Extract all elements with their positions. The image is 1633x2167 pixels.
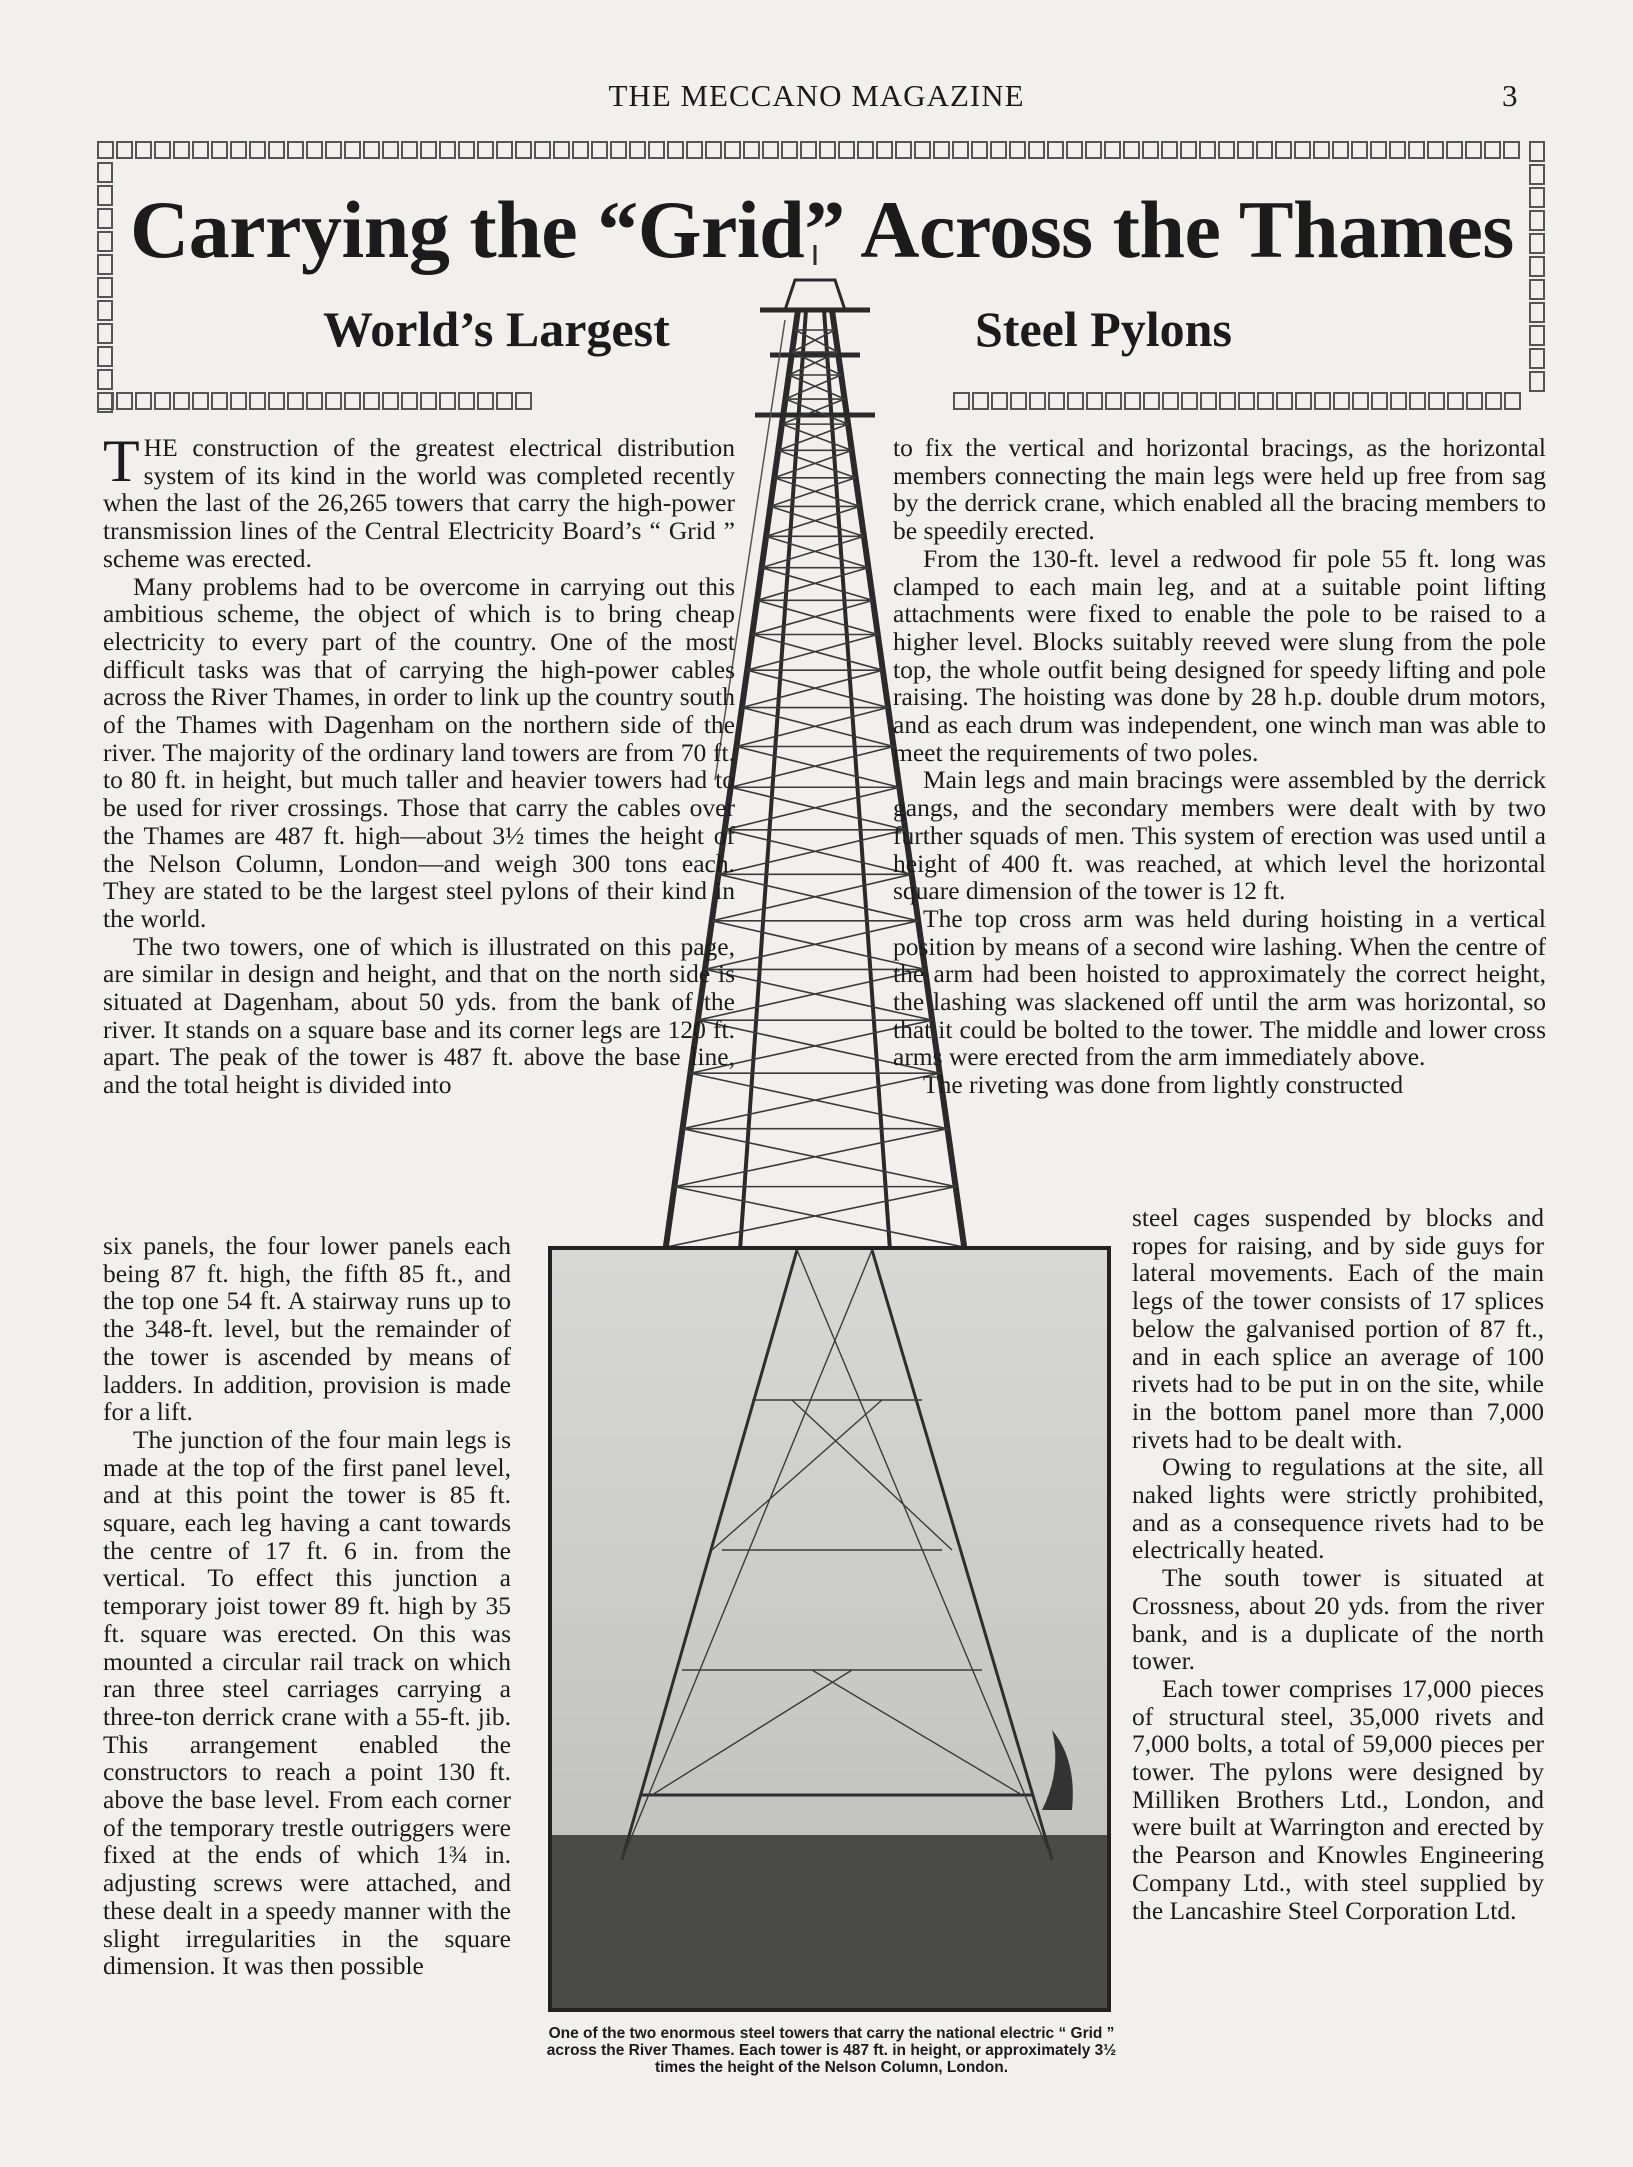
border-square	[724, 141, 741, 159]
border-square	[116, 392, 133, 410]
article-subtitle-right: Steel Pylons	[975, 301, 1232, 357]
page-number: 3	[1502, 78, 1518, 113]
border-square	[1162, 392, 1179, 410]
lattice-member	[725, 787, 900, 830]
border-square	[1484, 141, 1501, 159]
border-square	[1123, 141, 1140, 159]
paragraph: From the 130-ft. level a redwood fir pole 55 ft. long was clamped to each main leg, and at a suitable point lifting attachments were fixed to enable the pole to be raised to a higher level. Blocks suitably reeved were slung from the pole top, the whole outfit being designed for speedy lifting and pole raising. The hoisting was done by 28 h.p. double drum motors, and as each drum was independent, one winch man was able to meet the requirements of two poles.	[893, 543, 1546, 767]
border-square	[192, 141, 209, 159]
border-square	[1529, 233, 1545, 254]
border-square	[1529, 210, 1545, 231]
article-subtitle-left: World’s Largest	[323, 301, 670, 357]
border-square	[211, 392, 228, 410]
lattice-member	[666, 1187, 956, 1248]
border-square	[610, 141, 627, 159]
lattice-member	[762, 536, 864, 567]
lattice-member	[705, 921, 918, 970]
border-square	[1314, 392, 1331, 410]
border-square	[1275, 141, 1292, 159]
border-square	[1427, 141, 1444, 159]
border-square	[268, 392, 285, 410]
border-square	[97, 185, 113, 206]
border-square	[876, 141, 893, 159]
border-square	[1529, 141, 1545, 162]
lattice-member	[762, 568, 873, 601]
lattice-member	[770, 506, 864, 536]
border-square	[1370, 141, 1387, 159]
border-square	[154, 392, 171, 410]
border-square	[135, 141, 152, 159]
decorative-border-right	[1529, 141, 1545, 394]
border-square	[1333, 392, 1350, 410]
border-square	[1294, 141, 1311, 159]
border-square	[401, 141, 418, 159]
border-square	[1529, 348, 1545, 369]
paragraph: The top cross arm was held during hoisting in a vertical position by means of a second wire lashing. When the centre of the arm had been hoisted to approximately the correct height, the lashing was slackened off until the arm was horizontal, so that it could be bolted to the tower. The middle and lower cross arms were erected from the arm immediately above.	[893, 903, 1546, 1072]
border-square	[192, 392, 209, 410]
border-square	[1529, 325, 1545, 346]
border-square	[1447, 392, 1464, 410]
lattice-member	[731, 747, 894, 788]
border-square	[1465, 141, 1482, 159]
border-square	[439, 392, 456, 410]
lattice-member	[778, 450, 855, 477]
decorative-border-left	[97, 162, 113, 415]
lattice-member	[718, 874, 918, 920]
border-square	[1529, 187, 1545, 208]
border-square	[458, 141, 475, 159]
border-square	[97, 162, 113, 183]
lattice-member	[785, 375, 841, 399]
running-head: THE MECCANO MAGAZINE	[608, 78, 1025, 113]
lattice-member	[674, 1129, 947, 1187]
border-square	[1529, 164, 1545, 185]
lattice-member	[731, 787, 906, 830]
border-square	[1408, 141, 1425, 159]
border-square	[534, 141, 551, 159]
border-square	[705, 141, 722, 159]
paragraph: Owing to regulations at the site, all naked lights were strictly prohibited, and as a consequence rivets had to be electrically heated.	[1132, 1452, 1544, 1565]
lattice-member	[742, 670, 883, 707]
lattice-member	[747, 635, 878, 671]
border-square	[515, 141, 532, 159]
lattice-member	[674, 1187, 964, 1248]
border-square	[97, 300, 113, 321]
border-square	[401, 392, 418, 410]
lattice-member	[725, 830, 912, 874]
border-square	[249, 141, 266, 159]
border-square	[1104, 141, 1121, 159]
border-square	[591, 141, 608, 159]
body-column-right-top	[893, 434, 1546, 1099]
decorative-border-top	[97, 141, 1522, 159]
border-square	[97, 254, 113, 275]
lattice-member	[789, 375, 845, 399]
border-square	[1009, 141, 1026, 159]
border-square	[1276, 392, 1293, 410]
paragraph: to fix the vertical and horizontal bracings, as the horizontal members connecting the main legs were held up free from sag by the derrick crane, which enabled all the bracing members to be speedily erected.	[893, 433, 1546, 546]
paragraph: Main legs and main bracings were assembled by the derrick gangs, and the secondary members were dealt with by two further squads of men. This system of erection was used until a height of 400 ft. was reached, at which level the horizontal square dimension of the tower is 12 ft.	[893, 765, 1546, 906]
border-square	[1161, 141, 1178, 159]
border-square	[553, 141, 570, 159]
tower-photograph	[548, 1246, 1111, 2012]
border-square	[895, 141, 912, 159]
border-square	[1180, 141, 1197, 159]
lattice-member	[774, 478, 859, 507]
paragraph: Each tower comprises 17,000 pieces of structural steel, 35,000 rivets and 7,000 bolts, a total of 59,000 pieces per tower. The pylons were designed by Milliken Brothers Ltd., London, and were built at Warrington and erected by the Pearson and Knowles Engineering Company Ltd., with steel supplied by the Lancashire Steel Corporation Ltd.	[1132, 1673, 1544, 1925]
paragraph: The two towers, one of which is illustrated on this page, are similar in design and height, and that on the north side is situated at Dagenham, about 50 yds. from the bank of the river. It stands on a square base and its corner legs are 120 ft. apart. The peak of the tower is 487 ft. above the base line, and the total height is divided into	[103, 931, 735, 1100]
border-square	[420, 141, 437, 159]
border-square	[1409, 392, 1426, 410]
border-square	[97, 369, 113, 390]
border-square	[97, 231, 113, 252]
border-square	[1142, 141, 1159, 159]
border-square	[1237, 141, 1254, 159]
lattice-member	[766, 506, 860, 536]
border-square	[914, 141, 931, 159]
border-square	[781, 141, 798, 159]
border-square	[344, 141, 361, 159]
photo-caption: One of the two enormous steel towers that carry the national electric “ Grid ” across the River Thames. Each tower is 487 ft. in height, or approximately 3½ times the height of the Nelson Column, London.	[546, 2025, 1117, 2076]
border-square	[1351, 141, 1368, 159]
border-square	[325, 392, 342, 410]
border-square	[629, 141, 646, 159]
border-square	[306, 392, 323, 410]
border-square	[1218, 141, 1235, 159]
border-square	[97, 277, 113, 298]
border-square	[819, 141, 836, 159]
border-square	[116, 141, 133, 159]
border-square	[1124, 392, 1141, 410]
lattice-member	[752, 600, 873, 634]
body-column-left-bottom	[103, 1232, 511, 1980]
lattice-member	[782, 399, 845, 424]
lattice-member	[770, 478, 855, 507]
border-square	[1466, 392, 1483, 410]
border-square	[287, 141, 304, 159]
decorative-border-bottom-left	[97, 392, 534, 410]
border-square	[1295, 392, 1312, 410]
border-square	[211, 141, 228, 159]
border-square	[173, 141, 190, 159]
border-square	[1485, 392, 1502, 410]
paragraph: steel cages suspended by blocks and ropes for raising, and by side guys for lateral movements. Each of the main legs of the tower consists of 17 splices below the galvanised portion of 87 ft., and in each splice an average of 100 rivets had to be put in on the site, while in the bottom panel more than 7,000 rivets had to be dealt with.	[1132, 1203, 1544, 1454]
border-square	[990, 141, 1007, 159]
lattice-member	[736, 747, 899, 788]
border-square	[496, 141, 513, 159]
border-square	[933, 141, 950, 159]
border-square	[230, 392, 247, 410]
border-square	[439, 141, 456, 159]
border-square	[1503, 141, 1520, 159]
drop-cap: T	[103, 428, 140, 494]
border-square	[496, 392, 513, 410]
lattice-member	[712, 874, 912, 920]
border-square	[287, 392, 304, 410]
border-square	[1028, 141, 1045, 159]
border-square	[97, 208, 113, 229]
border-square	[762, 141, 779, 159]
border-square	[857, 141, 874, 159]
border-square	[1529, 256, 1545, 277]
border-square	[1256, 141, 1273, 159]
border-square	[1352, 392, 1369, 410]
lattice-member	[752, 635, 883, 671]
border-square	[515, 392, 532, 410]
lattice-member	[785, 399, 848, 424]
border-square	[1047, 141, 1064, 159]
border-square	[1332, 141, 1349, 159]
border-square	[667, 141, 684, 159]
border-square	[1529, 302, 1545, 323]
border-square	[1238, 392, 1255, 410]
border-square	[743, 141, 760, 159]
border-square	[1428, 392, 1445, 410]
paragraph: six panels, the four lower panels each being 87 ft. high, the fifth 85 ft., and the top one 54 ft. A stairway runs up to the 348-ft. level, but the remainder of the tower is ascended by means of ladders. In addition, provision is made for a lift.	[103, 1231, 511, 1427]
border-square	[1219, 392, 1236, 410]
border-square	[1446, 141, 1463, 159]
border-square	[173, 392, 190, 410]
lattice-member	[747, 670, 888, 707]
border-square	[971, 141, 988, 159]
border-square	[230, 141, 247, 159]
lattice-member	[718, 830, 905, 874]
border-square	[154, 141, 171, 159]
border-square	[1504, 392, 1521, 410]
border-square	[325, 141, 342, 159]
border-square	[477, 392, 494, 410]
border-square	[1389, 141, 1406, 159]
border-square	[382, 392, 399, 410]
lattice-member	[742, 708, 894, 747]
border-square	[363, 392, 380, 410]
border-square	[1085, 141, 1102, 159]
border-square	[97, 392, 114, 410]
border-square	[1371, 392, 1388, 410]
lattice-member	[736, 708, 888, 747]
border-square	[648, 141, 665, 159]
border-square	[1200, 392, 1217, 410]
photo-scene	[552, 1250, 1107, 2008]
border-square	[97, 323, 113, 344]
lattice-member	[757, 568, 868, 601]
lattice-member	[778, 424, 848, 450]
lattice-member	[757, 600, 878, 634]
border-square	[952, 141, 969, 159]
border-square	[420, 392, 437, 410]
border-square	[97, 346, 113, 367]
paragraph: The junction of the four main legs is made at the top of the first panel level, and at this point the tower is 85 ft. square, each leg having a cant towards the centre of 17 ft. 6 in. from the vertical. To effect this junction a temporary joist tower 89 ft. high by 35 ft. square was erected. On this was mounted a circular rail track on which ran three steel carriages carrying a three-ton derrick crane with a 55-ft. jib. This arrangement enabled the constructors to reach a point 130 ft. above the base level. From each corner of the temporary trestle outriggers were fixed at the ends of which 1¾ in. adjusting screws were attached, and these dealt in a speedy manner with the slight irregularities in the square dimension. It was then possible	[103, 1424, 511, 1981]
border-square	[572, 141, 589, 159]
lattice-member	[683, 1129, 956, 1187]
border-square	[838, 141, 855, 159]
border-square	[268, 141, 285, 159]
paragraph: Many problems had to be overcome in carrying out this ambitious scheme, the object of which is to bring cheap electricity to every part of the country. One of the most difficult tasks was that of carrying the high-power cables across the River Thames, in order to link up the country south of the Thames with Dagenham on the northern side of the river. The majority of the ordinary land towers are from 70 ft. to 80 ft. in height, but much taller and heavier towers had to be used for river crossings. Those that carry the cables over the Thames are 487 ft. high—about 3½ times the height of the Nelson Column, London—and weigh 300 tons each. They are stated to be the largest steel pylons of their kind in the world.	[103, 571, 735, 933]
lattice-member	[766, 536, 868, 567]
border-square	[135, 392, 152, 410]
border-square	[344, 392, 361, 410]
body-column-right-bottom	[1132, 1204, 1544, 1924]
border-square	[686, 141, 703, 159]
border-square	[1257, 392, 1274, 410]
border-square	[477, 141, 494, 159]
border-square	[249, 392, 266, 410]
border-square	[800, 141, 817, 159]
border-square	[1143, 392, 1160, 410]
body-column-left-top	[103, 428, 735, 1100]
border-square	[363, 141, 380, 159]
border-square	[1313, 141, 1330, 159]
border-square	[1529, 371, 1545, 392]
paragraph: The riveting was done from lightly constructed	[923, 1070, 1404, 1100]
border-square	[1066, 141, 1083, 159]
border-square	[1529, 279, 1545, 300]
border-square	[458, 392, 475, 410]
border-square	[1390, 392, 1407, 410]
border-square	[306, 141, 323, 159]
paragraph-text: HE construction of the greatest electrical distribution system of its kind in the world was completed recently when the last of the 26,265 towers that carry the high-power transmission lines of the Central Electricity Board’s “ Grid ” scheme was erected.	[103, 433, 735, 573]
border-square	[1199, 141, 1216, 159]
paragraph	[103, 428, 735, 573]
lattice-member	[774, 450, 851, 477]
article-title: Carrying the “Grid” Across the Thames	[130, 184, 1514, 275]
border-square	[1181, 392, 1198, 410]
border-square	[382, 141, 399, 159]
border-square	[97, 141, 114, 159]
lattice-member	[782, 424, 852, 450]
paragraph: The south tower is situated at Crossness, about 20 yds. from the river bank, and is a duplicate of the north tower.	[1132, 1563, 1544, 1676]
